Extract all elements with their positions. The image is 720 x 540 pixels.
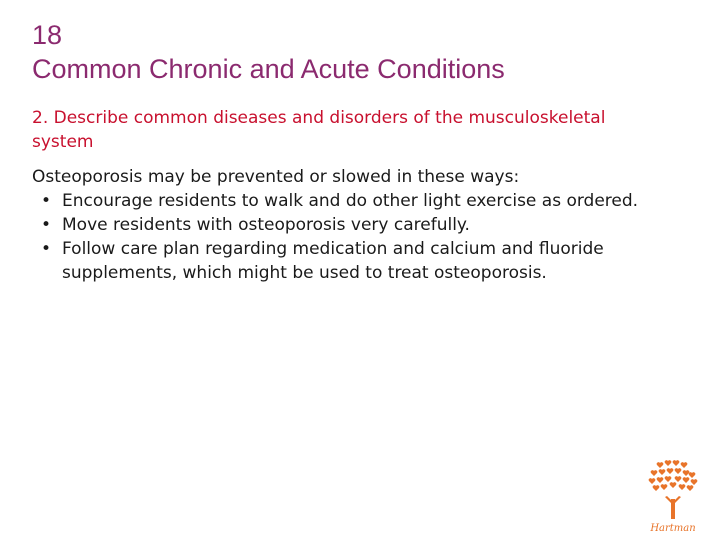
heart-shape (649, 478, 656, 484)
chapter-number: 18 (32, 20, 63, 50)
heart-shape (670, 482, 677, 488)
chapter-header (32, 18, 505, 86)
heart-shape (675, 468, 682, 474)
heart-shape (679, 484, 686, 490)
heart-shape (691, 479, 698, 485)
heart-shape (683, 477, 690, 483)
heart-shape (689, 472, 696, 478)
heart-shape (683, 470, 690, 476)
bullet-item (32, 237, 672, 285)
heart-shape (659, 469, 666, 475)
bullet-icon: • (41, 215, 52, 235)
heart-shape (651, 470, 658, 476)
heart-shape (681, 462, 688, 468)
heart-shape (673, 460, 680, 466)
heart-shape (665, 460, 672, 466)
heart-shape (687, 485, 694, 491)
heart-shape (661, 484, 668, 490)
heart-shape (665, 476, 672, 482)
logo-wordmark: Hartman (650, 523, 696, 534)
intro-text: Osteoporosis may be prevented or slowed in these ways: (32, 167, 520, 187)
bullet-list (32, 189, 672, 285)
slide-body (32, 165, 672, 285)
bullet-item (32, 213, 672, 237)
bullet-text: Move residents with osteoporosis very carefully. (62, 215, 470, 235)
heart-shape (653, 485, 660, 491)
heart-shape (675, 476, 682, 482)
bullet-icon: • (41, 239, 52, 259)
heart-tree-icon (638, 455, 708, 535)
bullet-icon: • (41, 191, 52, 211)
heart-shape (667, 468, 674, 474)
bullet-text: Encourage residents to walk and do other light exercise as ordered. (62, 191, 639, 211)
heart-shape (657, 477, 664, 483)
chapter-title: Common Chronic and Acute Conditions (32, 54, 505, 84)
bullet-text: Follow care plan regarding medication and calcium and fluoride supplements, which might be used to treat osteoporosis. (62, 239, 604, 283)
bullet-item (32, 189, 672, 213)
hartman-logo (638, 455, 708, 535)
learning-objective: 2. Describe common diseases and disorders of the musculoskeletal system (32, 108, 606, 152)
heart-shape (657, 462, 664, 468)
